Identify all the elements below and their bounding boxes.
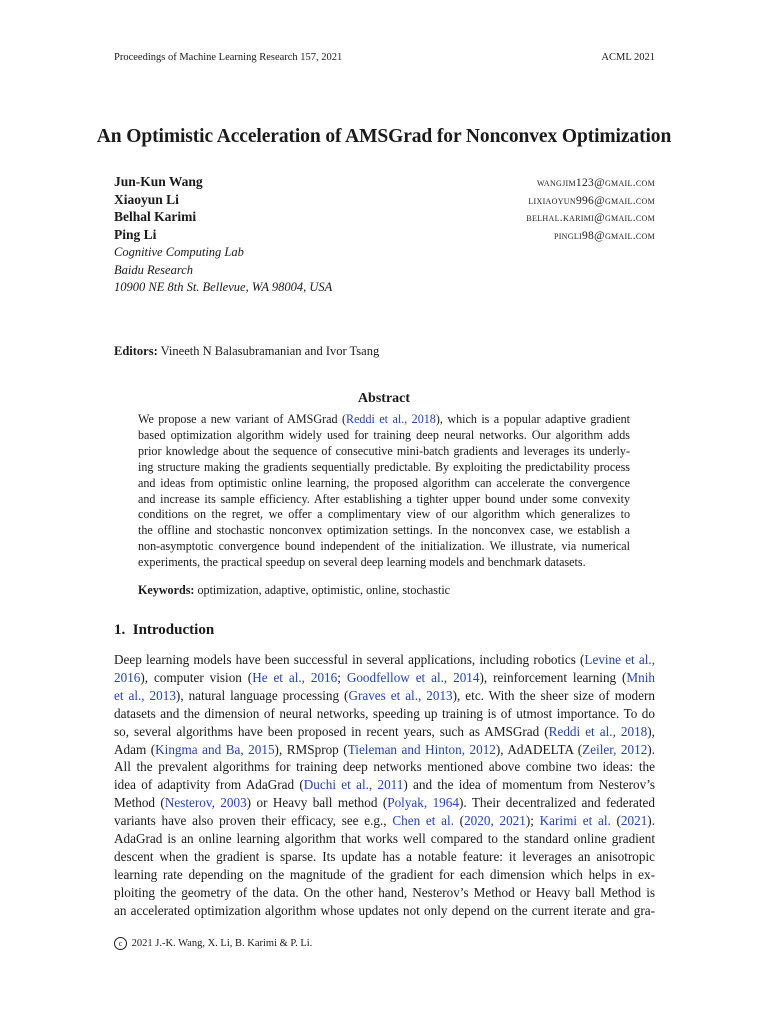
text-span: ( <box>610 813 621 829</box>
affiliation-address: 10900 NE 8th St. Bellevue, WA 98004, USA <box>114 280 333 294</box>
affiliation-org: Baidu Research <box>114 262 194 277</box>
text-span: ( <box>453 813 465 829</box>
text-span: ; <box>337 669 347 685</box>
citation-link[interactable]: Nesterov, 2003 <box>164 795 247 811</box>
citation-link[interactable]: Mnih <box>626 669 655 685</box>
text-line <box>114 776 655 794</box>
citation-link[interactable]: Graves et al., 2013 <box>348 687 453 703</box>
text-span: experiments, the practical speedup on several deep learning models and benchmark datasets. <box>138 555 586 570</box>
text-span: Deep learning models have been successful in several applications, including robotics ( <box>114 652 585 667</box>
text-span: an accelerated optimization algorithm whose updates not only depend on the current iterate and gra- <box>114 902 655 918</box>
keywords-label: Keywords: <box>138 583 195 597</box>
text-line <box>138 476 630 492</box>
proceedings-label: Proceedings of Machine Learning Research 157, 2021 <box>114 52 343 63</box>
text-line <box>114 830 655 848</box>
author-email[interactable]: pingli98@gmail.com <box>553 229 655 242</box>
author-email[interactable]: lixiaoyun996@gmail.com <box>528 194 655 207</box>
text-line <box>138 444 630 460</box>
editors-names: Vineeth N Balasubramanian and Ivor Tsang <box>160 344 380 358</box>
text-line <box>138 555 630 571</box>
author-row <box>114 227 655 245</box>
author-name: Belhal Karimi <box>114 209 197 224</box>
text-span: ), computer vision ( <box>140 669 253 685</box>
text-line <box>138 492 630 508</box>
citation-link[interactable]: Chen et al. <box>392 813 454 829</box>
text-span: idea of adaptivity from AdaGrad ( <box>114 777 304 793</box>
citation-link[interactable]: Reddi et al., 2018 <box>548 723 648 739</box>
text-line <box>114 812 655 830</box>
editors-line <box>114 344 379 359</box>
text-line <box>114 741 655 759</box>
text-line <box>114 705 655 723</box>
text-span: Adam ( <box>114 741 156 757</box>
abstract-text <box>138 412 630 571</box>
citation-link[interactable]: Kingma and Ba, 2015 <box>155 741 275 757</box>
keywords-text: optimization, adaptive, optimistic, online, stochastic <box>197 583 451 597</box>
affiliation-lab: Cognitive Computing Lab <box>114 245 244 259</box>
copyright-text: 2021 J.-K. Wang, X. Li, B. Karimi & P. Li. <box>131 938 313 949</box>
text-span: ). <box>647 741 655 757</box>
paper-title: An Optimistic Acceleration of AMSGrad for Nonconvex Optimization <box>96 126 672 147</box>
text-span: conditions on the regret, we offer a complimentary view of our algorithm which generalizes to <box>138 507 630 522</box>
section-heading <box>114 622 214 639</box>
text-span: ) or Heavy ball method ( <box>246 795 388 811</box>
author-name: Xiaoyun Li <box>114 191 179 207</box>
text-span: Method ( <box>114 795 165 811</box>
text-line <box>138 412 630 428</box>
conference-label: ACML 2021 <box>601 52 655 63</box>
text-span: and increase its sample efficiency. After establishing a tighter upper bound under some convexity <box>138 491 630 506</box>
text-span: ), reinforcement learning ( <box>479 669 627 685</box>
author-row <box>114 174 655 192</box>
introduction-text <box>114 651 655 920</box>
text-span: AdaGrad is an online learning algorithm that works well compared to the standard online gradient <box>114 831 655 847</box>
text-line <box>114 902 655 920</box>
author-row <box>114 192 655 210</box>
text-span: ), which is a popular adaptive gradient <box>435 412 630 426</box>
text-line <box>114 866 655 884</box>
citation-link[interactable]: Karimi et al. <box>539 813 611 829</box>
citation-link[interactable]: 2020, 2021 <box>464 813 526 829</box>
text-line <box>138 428 630 444</box>
citation-link[interactable]: et al., 2013 <box>114 687 176 703</box>
citation-link[interactable]: Tieleman and Hinton, 2012 <box>347 741 496 757</box>
text-span: variants have also proven their efficacy, see e.g., <box>114 813 393 829</box>
text-span: ), AdADELTA ( <box>495 741 583 757</box>
text-line <box>138 507 630 523</box>
text-line <box>138 460 630 476</box>
section-title: Introduction <box>132 622 215 638</box>
text-span: based optimization algorithm widely used for training deep neural networks. Our algorithm adds <box>138 427 630 442</box>
section-number: 1. <box>114 622 126 638</box>
citation-link[interactable]: He et al., 2016 <box>252 669 338 685</box>
citation-link[interactable]: 2021 <box>620 813 648 829</box>
abstract-heading: Abstract <box>357 391 411 406</box>
text-line <box>114 758 655 776</box>
text-span: so, several algorithms have been proposed in recent years, such as AMSGrad ( <box>114 723 549 739</box>
text-span: We propose a new variant of AMSGrad ( <box>138 412 346 426</box>
text-line <box>114 884 655 902</box>
editors-label: Editors: <box>114 344 158 358</box>
author-email[interactable]: belhal.karimi@gmail.com <box>526 212 655 224</box>
copyright-icon: c <box>114 937 127 950</box>
text-span: learning rate depending on the magnitude of the gradient for each dimension which helps in ex- <box>114 866 655 882</box>
citation-link[interactable]: 2016 <box>114 669 141 685</box>
text-line <box>114 723 655 741</box>
text-span: ). Their decentralized and federated <box>458 795 655 811</box>
text-line <box>138 523 630 539</box>
text-line <box>114 687 655 705</box>
citation-link[interactable]: Polyak, 1964 <box>387 795 459 811</box>
text-span: ing structure making the gradients sequentially predictable. By exploiting the predictability process <box>138 459 630 474</box>
text-span: ); <box>525 813 540 829</box>
citation-link[interactable]: Duchi et al., 2011 <box>303 777 404 793</box>
text-span: ), natural language processing ( <box>175 687 349 703</box>
text-span: datasets and the dimension of neural networks, speeding up training is of utmost importance. To do <box>114 705 655 721</box>
running-header <box>114 52 655 63</box>
text-span: the offline and stochastic nonconvex optimization settings. In the nonconvex case, we establish a <box>138 523 630 538</box>
citation-link[interactable]: Zeiler, 2012 <box>582 741 648 757</box>
text-span: and ideas from optimistic online learning, the proposed algorithm can accelerate the convergence <box>138 475 630 490</box>
text-span: non-asymptotic convergence bound independent of the initialization. We illustrate, via numerical <box>138 539 630 554</box>
text-span: descent when the gradient is sparse. Its update has a notable feature: it leverages an anisotropic <box>114 848 655 864</box>
copyright-footer <box>114 937 312 950</box>
text-line <box>114 651 655 669</box>
text-span: prior knowledge about the sequence of consecutive mini-batch gradients and leverages its underly- <box>138 443 630 458</box>
keywords-line <box>138 583 450 598</box>
author-row <box>114 209 655 227</box>
text-span: ), RMSprop ( <box>274 741 348 757</box>
text-span: ). <box>647 813 655 829</box>
text-span: ) and the idea of momentum from Nesterov’s <box>403 777 655 793</box>
text-line <box>114 848 655 866</box>
author-name: Ping Li <box>114 226 157 242</box>
author-email[interactable]: wangjim123@gmail.com <box>536 177 655 189</box>
author-block <box>114 174 655 297</box>
citation-link[interactable]: Goodfellow et al., 2014 <box>346 669 480 685</box>
citation-link[interactable]: Levine et al., <box>584 652 656 667</box>
text-line <box>114 794 655 812</box>
author-name: Jun-Kun Wang <box>114 174 203 189</box>
text-line <box>138 539 630 555</box>
text-line <box>114 669 655 687</box>
text-span: ), <box>647 723 655 739</box>
text-span: ), etc. With the sheer size of modern <box>452 687 655 703</box>
text-span: All the prevalent algorithms for training deep networks mentioned above combine two ideas: the <box>114 759 655 775</box>
citation-link[interactable]: Reddi et al., 2018 <box>346 412 436 426</box>
text-span: ploiting the geometry of the data. On the other hand, Nesterov’s Method or Heavy ball Method is <box>114 884 655 900</box>
